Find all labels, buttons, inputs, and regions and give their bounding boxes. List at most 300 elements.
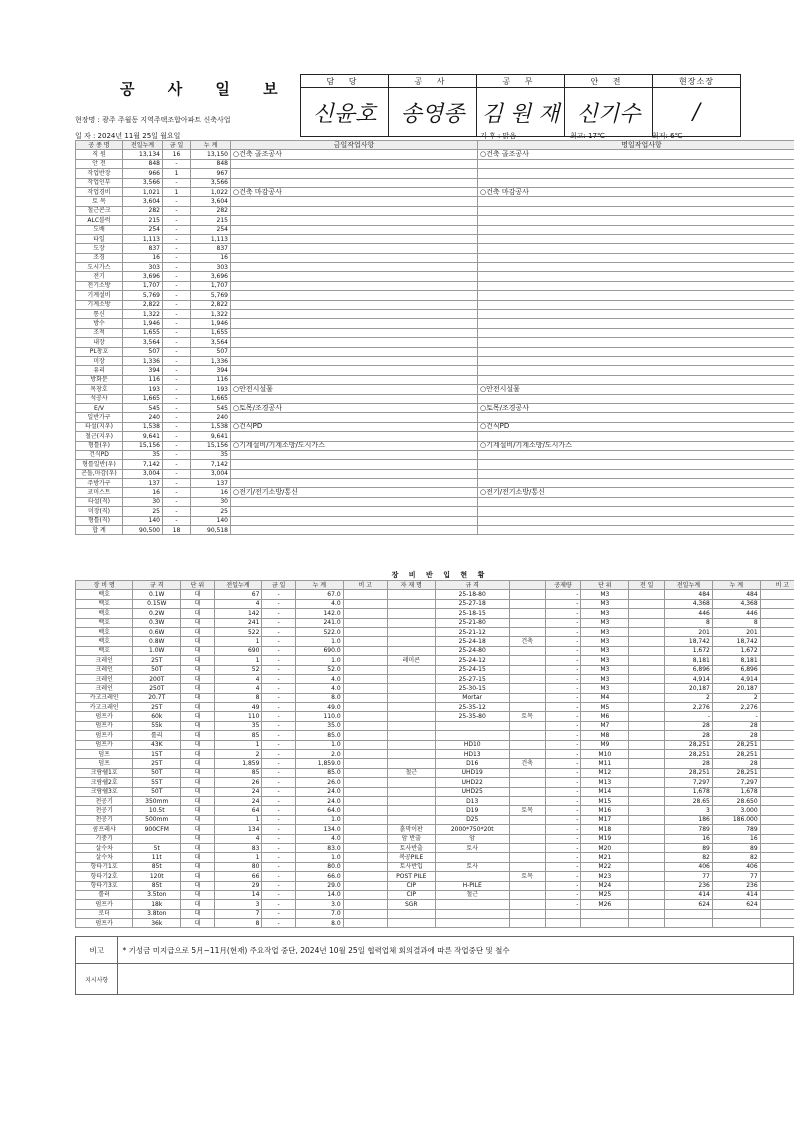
role-cell: 현장소장	[653, 75, 741, 88]
trade-name: 토 목	[76, 197, 123, 206]
equipment-cell: 0.6W	[133, 627, 181, 636]
table-row	[76, 159, 794, 168]
material-cell	[760, 590, 794, 599]
table-row	[76, 394, 794, 403]
material-cell: 77	[712, 872, 760, 881]
material-cell: -	[545, 881, 581, 890]
empty-cell	[231, 347, 478, 356]
equipment-cell: 50T	[133, 787, 181, 796]
cumulative-total: 1,946	[191, 319, 231, 328]
material-cell: -	[545, 900, 581, 909]
material-cell	[387, 665, 435, 674]
material-cell: 484	[665, 590, 713, 599]
column-header: 전일누계	[665, 581, 713, 590]
material-cell: -	[545, 627, 581, 636]
material-cell	[760, 787, 794, 796]
table-row	[76, 815, 794, 824]
material-cell	[629, 843, 665, 852]
material-cell: 25-35-80	[435, 712, 509, 721]
empty-cell	[478, 159, 794, 168]
today-count: -	[163, 272, 191, 281]
material-cell: UHD22	[435, 778, 509, 787]
material-cell	[435, 721, 509, 730]
material-cell: M13	[581, 778, 629, 787]
table-row	[76, 300, 794, 309]
empty-cell	[478, 206, 794, 215]
prev-total: 848	[123, 159, 163, 168]
material-cell	[760, 609, 794, 618]
material-cell: HD10	[435, 740, 509, 749]
equipment-cell: -	[262, 656, 295, 665]
empty-cell	[478, 450, 794, 459]
equipment-cell: 대	[181, 900, 214, 909]
column-header: 규 격	[133, 581, 181, 590]
equipment-cell: 0.15W	[133, 599, 181, 608]
material-cell	[435, 900, 509, 909]
equipment-cell: -	[262, 637, 295, 646]
material-cell: M8	[581, 731, 629, 740]
tomorrow-work-item: ○토목/조경공사	[478, 403, 794, 412]
equipment-cell: 대	[181, 740, 214, 749]
equipment-cell	[343, 599, 387, 608]
cumulative-total: 1,336	[191, 356, 231, 365]
table-row	[76, 656, 794, 665]
equipment-cell: -	[262, 787, 295, 796]
material-cell: M10	[581, 750, 629, 759]
table-row	[76, 627, 794, 636]
equipment-cell: 천공기	[76, 806, 133, 815]
equipment-cell: 20.7T	[133, 693, 181, 702]
cumulative-total: 967	[191, 169, 231, 178]
material-cell: 4,368	[712, 599, 760, 608]
material-cell: 28	[665, 759, 713, 768]
material-cell	[545, 919, 581, 928]
equipment-cell	[343, 787, 387, 796]
equipment-cell	[343, 618, 387, 627]
equipment-cell: -	[262, 609, 295, 618]
column-header: 전일누계	[123, 141, 163, 150]
prev-total: 3,604	[123, 197, 163, 206]
equipment-cell: 134	[214, 825, 262, 834]
tomorrow-work-item: ○건축 마감공사	[478, 187, 794, 196]
equipment-cell: 29	[214, 881, 262, 890]
table-row	[76, 590, 794, 599]
equipment-cell	[133, 834, 181, 843]
material-cell: 201	[712, 627, 760, 636]
equipment-cell: 350mm	[133, 796, 181, 805]
equipment-cell: -	[262, 731, 295, 740]
empty-cell	[231, 413, 478, 422]
equipment-cell	[343, 919, 387, 928]
table-row	[76, 234, 794, 243]
equipment-cell	[343, 900, 387, 909]
today-count: -	[163, 507, 191, 516]
material-cell: -	[545, 787, 581, 796]
equipment-cell: 대	[181, 618, 214, 627]
trade-name: E/V	[76, 403, 123, 412]
material-cell	[509, 740, 545, 749]
material-cell	[509, 693, 545, 702]
equipment-cell: 80	[214, 862, 262, 871]
material-cell: -	[545, 665, 581, 674]
today-count: -	[163, 394, 191, 403]
empty-cell	[478, 469, 794, 478]
material-cell	[629, 684, 665, 693]
trade-name: 안 전	[76, 159, 123, 168]
material-cell	[629, 853, 665, 862]
equipment-cell: -	[262, 806, 295, 815]
table-row	[76, 272, 794, 281]
material-cell	[509, 750, 545, 759]
material-cell	[629, 825, 665, 834]
material-cell	[509, 721, 545, 730]
tomorrow-work-header: 명일작업사항	[478, 141, 794, 150]
material-cell: 1,672	[712, 646, 760, 655]
material-cell	[760, 872, 794, 881]
material-cell	[760, 853, 794, 862]
material-cell	[760, 721, 794, 730]
equipment-cell: 14	[214, 890, 262, 899]
empty-cell	[478, 300, 794, 309]
material-cell: 82	[712, 853, 760, 862]
material-cell: M14	[581, 787, 629, 796]
material-cell: 89	[665, 843, 713, 852]
equipment-cell: 1.0	[295, 815, 343, 824]
equipment-cell: 대	[181, 637, 214, 646]
trade-name: 도배	[76, 225, 123, 234]
material-cell: 흙막이판	[387, 825, 435, 834]
equipment-cell	[343, 890, 387, 899]
today-count: 1	[163, 187, 191, 196]
material-cell: 25-24-18	[435, 637, 509, 646]
material-cell: M24	[581, 881, 629, 890]
equipment-cell	[343, 825, 387, 834]
equipment-cell	[343, 806, 387, 815]
material-cell: 236	[665, 881, 713, 890]
trade-name: 형틀(직)	[76, 516, 123, 525]
equipment-cell: 80.0	[295, 862, 343, 871]
material-cell: 3	[665, 806, 713, 815]
material-cell: M6	[581, 712, 629, 721]
material-cell: CIP	[387, 890, 435, 899]
material-cell: 789	[712, 825, 760, 834]
cumulative-total: 2,822	[191, 300, 231, 309]
prev-total: 16	[123, 253, 163, 262]
empty-cell	[478, 263, 794, 272]
material-cell: D25	[435, 815, 509, 824]
equipment-cell: 55k	[133, 721, 181, 730]
trade-name: 기계소방	[76, 300, 123, 309]
equipment-cell: 백호	[76, 618, 133, 627]
table-row	[76, 853, 794, 862]
table-row	[76, 291, 794, 300]
equipment-cell: 85t	[133, 881, 181, 890]
equipment-cell	[343, 684, 387, 693]
notes-text	[118, 964, 794, 995]
material-cell	[760, 750, 794, 759]
trade-name: 형틀(우)	[76, 441, 123, 450]
equipment-cell: 8	[214, 919, 262, 928]
material-cell	[545, 909, 581, 918]
equipment-cell: 카고크레인	[76, 703, 133, 712]
equipment-cell: 1	[214, 815, 262, 824]
material-cell	[387, 759, 435, 768]
material-cell	[760, 703, 794, 712]
equipment-cell: -	[262, 843, 295, 852]
material-cell: M17	[581, 815, 629, 824]
trade-name: 건식PD	[76, 450, 123, 459]
today-count: -	[163, 460, 191, 469]
today-count: -	[163, 497, 191, 506]
material-cell: -	[545, 656, 581, 665]
equipment-cell: 크레인	[76, 674, 133, 683]
material-cell: 28,251	[712, 768, 760, 777]
column-header: 공제량	[545, 581, 581, 590]
table-row	[76, 375, 794, 384]
equipment-cell: 250T	[133, 684, 181, 693]
equipment-cell: 대	[181, 919, 214, 928]
material-cell: 토목	[509, 872, 545, 881]
table-row	[76, 721, 794, 730]
equipment-cell: 롤러	[76, 890, 133, 899]
table-row	[76, 310, 794, 319]
equipment-cell	[343, 703, 387, 712]
material-cell: -	[545, 834, 581, 843]
material-cell	[509, 599, 545, 608]
cumulative-total: 15,156	[191, 441, 231, 450]
material-cell: 406	[712, 862, 760, 871]
table-row	[76, 618, 794, 627]
material-cell	[629, 693, 665, 702]
equipment-cell: 대	[181, 834, 214, 843]
material-cell: 201	[665, 627, 713, 636]
today-count: -	[163, 244, 191, 253]
material-cell	[760, 890, 794, 899]
cumulative-total: 3,004	[191, 469, 231, 478]
empty-cell	[231, 291, 478, 300]
equipment-cell	[343, 609, 387, 618]
material-cell: M9	[581, 740, 629, 749]
weather-high: 최고: 17℃	[570, 132, 605, 140]
empty-cell	[231, 206, 478, 215]
cumulative-total: 25	[191, 507, 231, 516]
material-cell: CIP	[387, 881, 435, 890]
table-row	[76, 497, 794, 506]
today-work-item: ○전기/전기소방/통신	[231, 488, 478, 497]
equipment-cell: 1.0W	[133, 646, 181, 655]
trade-name: ALC블럭	[76, 216, 123, 225]
material-cell	[760, 796, 794, 805]
material-cell: M22	[581, 862, 629, 871]
material-cell: 8	[665, 618, 713, 627]
equipment-cell: -	[262, 759, 295, 768]
material-cell: M3	[581, 609, 629, 618]
equipment-cell: -	[262, 684, 295, 693]
equipment-cell: 3.8ton	[133, 909, 181, 918]
material-cell	[509, 627, 545, 636]
column-header: 전일누계	[214, 581, 262, 590]
table-row	[76, 787, 794, 796]
equipment-cell: -	[262, 599, 295, 608]
equipment-cell	[343, 646, 387, 655]
material-cell	[629, 721, 665, 730]
tomorrow-work-item: ○건식PD	[478, 422, 794, 431]
prev-total: 1,538	[123, 422, 163, 431]
material-cell	[509, 834, 545, 843]
equipment-cell: 대	[181, 646, 214, 655]
material-cell: M3	[581, 599, 629, 608]
material-cell: M12	[581, 768, 629, 777]
trade-name: 형틀일반(우)	[76, 460, 123, 469]
prev-total: 507	[123, 347, 163, 356]
today-count: -	[163, 178, 191, 187]
empty-cell	[478, 244, 794, 253]
equipment-cell	[343, 656, 387, 665]
empty-cell	[231, 450, 478, 459]
remarks-table	[75, 936, 794, 995]
equipment-cell: 대	[181, 796, 214, 805]
equipment-cell: 690.0	[295, 646, 343, 655]
column-header: 자 재 명	[387, 581, 435, 590]
cumulative-total: 282	[191, 206, 231, 215]
trade-name: 철근콘크	[76, 206, 123, 215]
table-row	[76, 806, 794, 815]
today-work-item: ○안전시설물	[231, 385, 478, 394]
trade-name: 도시가스	[76, 263, 123, 272]
today-work-item: ○건축 마감공사	[231, 187, 478, 196]
table-row	[76, 862, 794, 871]
equipment-cell: 1	[214, 740, 262, 749]
trade-name: PL창호	[76, 347, 123, 356]
equipment-cell: 펌프카	[76, 721, 133, 730]
material-cell	[629, 590, 665, 599]
table-row	[76, 834, 794, 843]
empty-cell	[231, 300, 478, 309]
table-row	[76, 385, 794, 394]
cumulative-total: 3,566	[191, 178, 231, 187]
equipment-cell: 85.0	[295, 768, 343, 777]
today-count: -	[163, 197, 191, 206]
material-cell	[509, 684, 545, 693]
prev-total: 25	[123, 507, 163, 516]
prev-total: 3,004	[123, 469, 163, 478]
material-cell	[509, 731, 545, 740]
today-count: -	[163, 225, 191, 234]
equipment-cell: 43K	[133, 740, 181, 749]
material-cell	[629, 637, 665, 646]
today-count: -	[163, 441, 191, 450]
material-cell: M4	[581, 693, 629, 702]
table-row	[76, 703, 794, 712]
equipment-cell: 0.8W	[133, 637, 181, 646]
equipment-cell	[343, 872, 387, 881]
material-cell: 건축	[509, 759, 545, 768]
empty-cell	[231, 281, 478, 290]
site-name: 현장명 : 광주 주월동 지역주택조합아파트 신축사업	[75, 116, 231, 124]
today-count: -	[163, 159, 191, 168]
equipment-cell: -	[262, 862, 295, 871]
equipment-cell: 52	[214, 665, 262, 674]
cumulative-total: 1,022	[191, 187, 231, 196]
equipment-cell: 14.0	[295, 890, 343, 899]
equipment-cell: 콤프레샤	[76, 825, 133, 834]
material-cell: -	[545, 825, 581, 834]
remarks-label: 비고	[76, 937, 118, 964]
equipment-cell: 백호	[76, 627, 133, 636]
table-row	[76, 225, 794, 234]
material-cell	[387, 627, 435, 636]
material-cell	[760, 881, 794, 890]
equipment-cell: 4	[214, 684, 262, 693]
equipment-cell: -	[262, 890, 295, 899]
material-cell: UHD19	[435, 768, 509, 777]
equipment-cell: 펌프카	[76, 900, 133, 909]
material-cell: 25-21-80	[435, 618, 509, 627]
material-cell: 484	[712, 590, 760, 599]
empty-cell	[478, 413, 794, 422]
equipment-cell: 대	[181, 909, 214, 918]
equipment-cell: 기중기	[76, 834, 133, 843]
tomorrow-work-item: ○전기/전기소방/통신	[478, 488, 794, 497]
material-cell	[387, 646, 435, 655]
equipment-cell: 120t	[133, 872, 181, 881]
equipment-cell: 3.0	[295, 900, 343, 909]
material-cell	[387, 599, 435, 608]
material-cell: POST PILE	[387, 872, 435, 881]
material-cell: -	[545, 684, 581, 693]
material-cell	[629, 900, 665, 909]
material-cell: 414	[712, 890, 760, 899]
material-cell: -	[545, 853, 581, 862]
material-cell: 28,251	[665, 740, 713, 749]
equipment-cell: -	[262, 674, 295, 683]
material-cell: 18,742	[665, 637, 713, 646]
today-count: -	[163, 385, 191, 394]
equipment-cell	[343, 731, 387, 740]
material-cell	[665, 919, 713, 928]
empty-cell	[231, 394, 478, 403]
material-cell: -	[545, 609, 581, 618]
empty-cell	[478, 319, 794, 328]
material-cell: M3	[581, 646, 629, 655]
material-cell: D13	[435, 796, 509, 805]
material-cell: 16	[712, 834, 760, 843]
cumulative-total: 1,707	[191, 281, 231, 290]
cumulative-total: 3,696	[191, 272, 231, 281]
material-cell	[629, 618, 665, 627]
trade-name: 방수	[76, 319, 123, 328]
material-cell	[629, 787, 665, 796]
equipment-cell	[343, 721, 387, 730]
equipment-cell: 64	[214, 806, 262, 815]
prev-total: 7,142	[123, 460, 163, 469]
equipment-cell: -	[262, 881, 295, 890]
empty-cell	[478, 366, 794, 375]
empty-cell	[478, 328, 794, 337]
equipment-cell: 대	[181, 674, 214, 683]
material-cell: -	[545, 815, 581, 824]
today-count: -	[163, 234, 191, 243]
equipment-cell: 0.1W	[133, 590, 181, 599]
material-cell: M21	[581, 853, 629, 862]
table-row	[76, 244, 794, 253]
trade-name: 주방가구	[76, 479, 123, 488]
today-count: -	[163, 328, 191, 337]
trade-name: 합 계	[76, 526, 123, 535]
table-row	[76, 759, 794, 768]
today-count: 16	[163, 150, 191, 159]
material-cell: -	[545, 590, 581, 599]
